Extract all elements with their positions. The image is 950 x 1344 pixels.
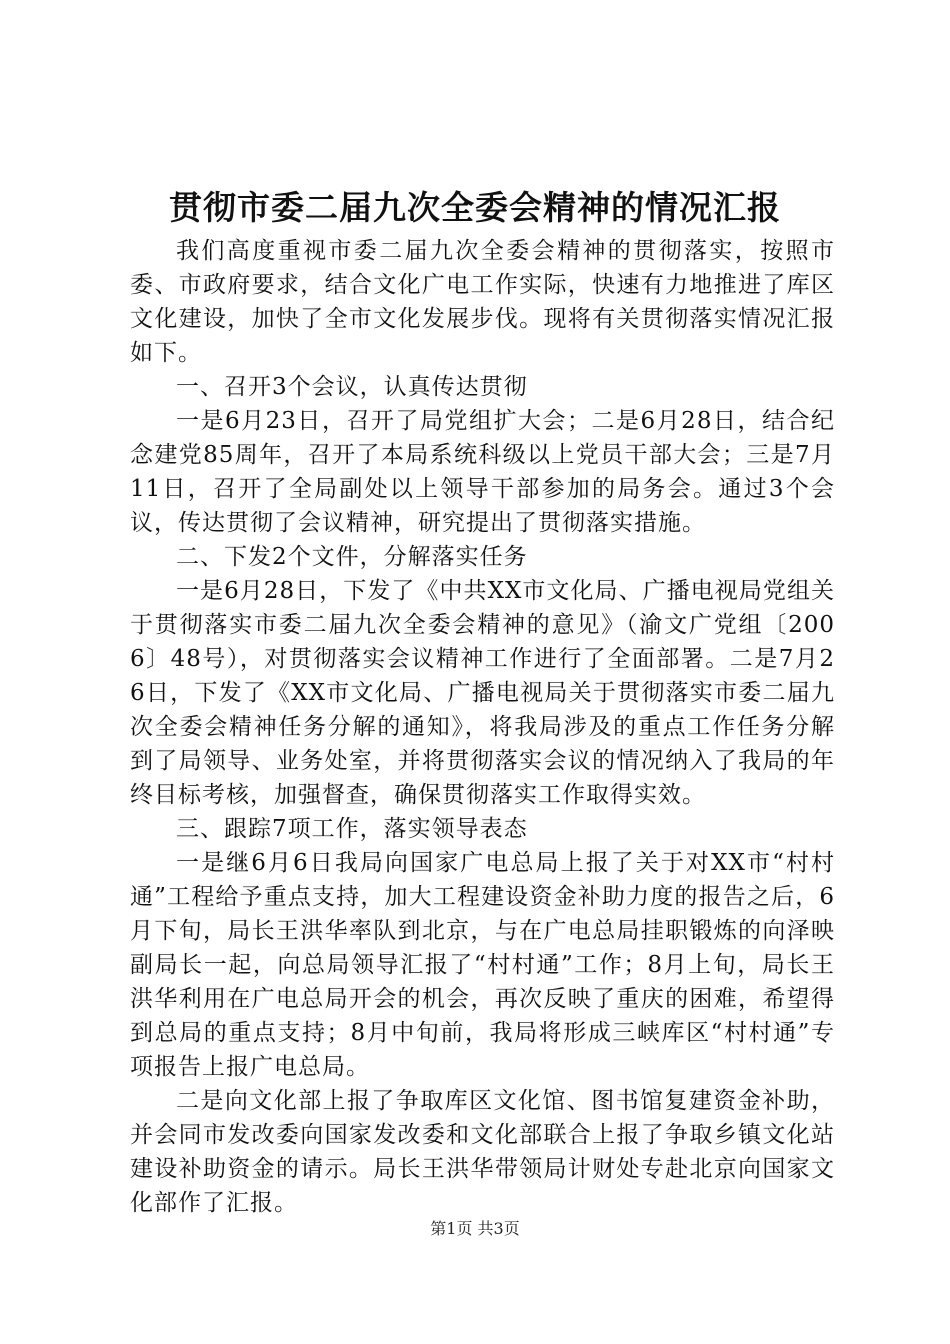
section-1-paragraph: 一是6月23日，召开了局党组扩大会；二是6月28日，结合纪念建党85周年，召开了本局系统科级以上党员干部大会；三是7月11日，召开了全局副处以上领导干部参加的局务会。通过3个会议，传达贯彻了会议精神，研究提出了贯彻落实措施。 (130, 408, 835, 536)
section-heading-2: 二、下发2个文件，分解落实任务 (176, 544, 528, 570)
section-2-paragraph: 一是6月28日，下发了《中共XX市文化局、广播电视局党组关于贯彻落实市委二届九次全委会精神的意见》（渝文广党组〔2006〕48号），对贯彻落实会议精神工作进行了全面部署。二是7月26日，下发了《XX市文化局、广播电视局关于贯彻落实市委二届九次全委会精神任务分解的通知》，将我局涉及的重点工作任务分解到了局领导、业务处室，并将贯彻落实会议的情况纳入了我局的年终目标考核，加强督查，确保贯彻落实工作取得实效。 (130, 578, 835, 808)
page-footer: 第1页 共3页 (430, 1219, 520, 1238)
section-3-paragraph-2: 二是向文化部上报了争取库区文化馆、图书馆复建资金补助，并会同市发改委向国家发改委和文化部联合上报了争取乡镇文化站建设补助资金的请示。局长王洪华带领局计财处专赴北京向国家文化部作了汇报。 (130, 1088, 835, 1216)
section-heading-3: 三、跟踪7项工作，落实领导表态 (176, 816, 528, 842)
document-title: 贯彻市委二届九次全委会精神的情况汇报 (169, 188, 781, 227)
section-heading-1: 一、召开3个会议，认真传达贯彻 (176, 374, 528, 400)
section-3-paragraph-1: 一是继6月6日我局向国家广电总局上报了关于对XX市“村村通”工程给予重点支持，加大工程建设资金补助力度的报告之后，6月下旬，局长王洪华率队到北京，与在广电总局挂职锻炼的向泽映副局长一起，向总局领导汇报了“村村通”工作；8月上旬，局长王洪华利用在广电总局开会的机会，再次反映了重庆的困难，希望得到总局的重点支持；8月中旬前，我局将形成三峡库区“村村通”专项报告上报广电总局。 (130, 850, 835, 1080)
intro-paragraph: 我们高度重视市委二届九次全委会精神的贯彻落实，按照市委、市政府要求，结合文化广电工作实际，快速有力地推进了库区文化建设，加快了全市文化发展步伐。现将有关贯彻落实情况汇报如下。 (130, 238, 835, 366)
document-body (130, 234, 835, 1220)
